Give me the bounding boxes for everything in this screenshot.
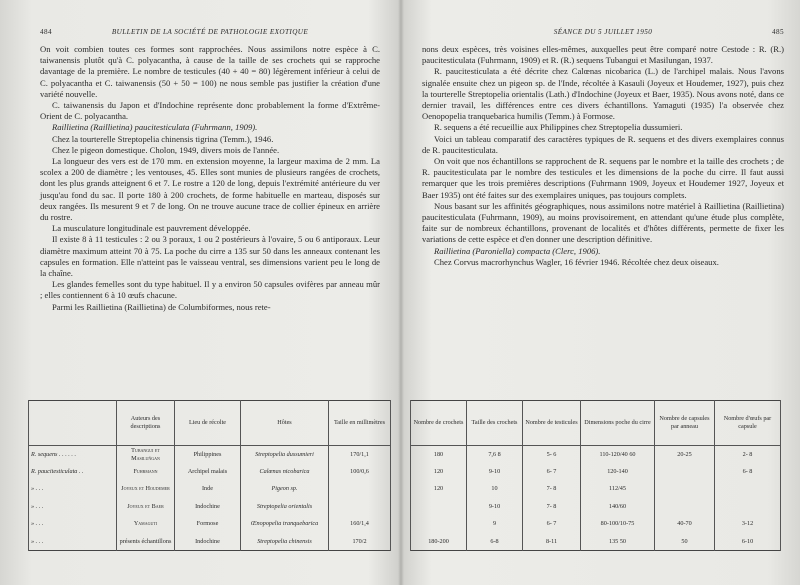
table-cell: Philippines bbox=[175, 446, 241, 464]
paragraph: Chez la tourterelle Streptopelia chinensis tigrina (Temm.), 1946. bbox=[52, 133, 274, 144]
table-row bbox=[29, 463, 391, 480]
table-cell: Pigeon sp. bbox=[241, 481, 329, 498]
table-cell bbox=[655, 463, 715, 480]
table-row bbox=[29, 516, 391, 533]
table-cell: Indochine bbox=[175, 498, 241, 515]
table-row bbox=[411, 498, 781, 515]
paragraph: La musculature longitudinale est pauvrement développée. bbox=[52, 223, 251, 234]
table-row bbox=[411, 516, 781, 533]
table-cell: Streptopelia chinensis bbox=[241, 533, 329, 551]
table-row bbox=[29, 446, 391, 464]
table-cell: 120 bbox=[411, 463, 467, 480]
table-cell: 9-10 bbox=[467, 498, 523, 515]
table-cell: Archipel malais bbox=[175, 463, 241, 480]
table-cell bbox=[715, 498, 781, 515]
table-cell: » . . . bbox=[29, 481, 117, 498]
table-cell: 50 bbox=[655, 533, 715, 551]
table-cell: 5- 6 bbox=[523, 446, 581, 464]
table-cell: Œnopopelia tranquebarica bbox=[241, 516, 329, 533]
table-header bbox=[29, 401, 117, 446]
paragraph: On voit combien toutes ces formes sont rapprochées. Nous assimilons notre espèce à C. taiwanensis plutôt qu'à C. polyacantha, à cause de la taille de ses crochets qui se rapproche davantage de la première. Le nombre de testicules (40 + 40 = 80) légèrement inférieur à celui de C. polyacantha et C. taiwanensis (50 + 50 = 100) ne nous semble pas justifier la création d'une variété nouvelle. bbox=[40, 44, 380, 99]
paragraph: Il existe 8 à 11 testicules : 2 ou 3 poraux, 1 ou 2 postérieurs à l'ovaire, 5 ou 6 antiporaux. Leur diamètre maximum atteint 70 à 75. La poche du cirre a 135 sur 50 dans les anneaux contenant les capsules en formation. Elle n'atteint pas le vaisseau ventral, ses dimensions varient peu le long de la chaîne. bbox=[40, 234, 380, 279]
table-cell: » . . . bbox=[29, 516, 117, 533]
table-cell: 40-70 bbox=[655, 516, 715, 533]
table-cell: » . . . bbox=[29, 498, 117, 515]
table-cell: 112/45 bbox=[581, 481, 655, 498]
table-cell: Yamaguti bbox=[117, 516, 175, 533]
table-cell: 135 50 bbox=[581, 533, 655, 551]
table-cell: Fuhrmann bbox=[117, 463, 175, 480]
table-cell: 9-10 bbox=[467, 463, 523, 480]
paragraph: R. paucitesticulata a été décrite chez Calœnas nicobarica (L.) de l'archipel malais. Nous l'avons signalée ensuite chez un pigeon sp. de l'Inde, récoltée à Kasauli (Joyeux et Houdemer, 1927), puis chez la tourterelle Streptopelia orientalis (Lath.) d'Indochine (Joyeux et Baer, 1935). Nous avons noté, dans ce dernier travail, les différences entre ces divers échantillons. Yamaguti (1935) l'a observée chez Oenopopelia tranquebarica humilis (Temm.) à Formose. bbox=[422, 66, 784, 122]
paragraph: Chez le pigeon domestique. Cholon, 1949, divers mois de l'année. bbox=[52, 144, 280, 155]
table-cell bbox=[655, 498, 715, 515]
table-cell: 120-140 bbox=[581, 463, 655, 480]
table-header: Nombre d'œufs par capsule bbox=[715, 401, 781, 446]
paragraph: Voici un tableau comparatif des caractères typiques de R. sequens et des divers exemplaires connus de R. paucitesticulata. bbox=[422, 133, 784, 155]
table-header-row bbox=[411, 401, 781, 446]
paragraph: R. sequens a été recueillie aux Philippines chez Streptopelia dussumieri. bbox=[434, 122, 683, 133]
table-cell: 7- 8 bbox=[523, 481, 581, 498]
table-cell: 170/1,1 bbox=[329, 446, 391, 464]
table-row bbox=[411, 481, 781, 498]
table-row bbox=[411, 446, 781, 464]
left-page bbox=[0, 0, 398, 585]
paragraph: Nous basant sur les affinités géographiques, nous assimilons notre matériel à Raillietina (Raillietina) paucitesticulata (Fuhrmann, 1909), au moins provisoirement, en attendant qu'une étude plus complète, faite sur de nombreux échantillons, provenant de localités et d'hôtes différents, permette de fixer les variations de cette espèce et d'en donner une description définitive. bbox=[422, 200, 784, 245]
species-heading: Raillietina (Paroniella) compacta (Clerc, 1906). bbox=[434, 245, 601, 256]
table-cell: 180 bbox=[411, 446, 467, 464]
right-page bbox=[404, 0, 800, 585]
table-cell: 140/60 bbox=[581, 498, 655, 515]
table-cell: 8-11 bbox=[523, 533, 581, 551]
table-cell: 180-200 bbox=[411, 533, 467, 551]
table-header: Nombre de capsules par anneau bbox=[655, 401, 715, 446]
right-body-text bbox=[422, 44, 784, 268]
right-running-title: SÉANCE DU 5 JUILLET 1950 bbox=[553, 28, 653, 36]
left-page-number: 484 bbox=[40, 28, 52, 36]
paragraph: C. taiwanensis du Japon et d'Indochine représente donc probablement la forme d'Extrême-Orient de C. polyacantha. bbox=[40, 100, 380, 122]
table-header: Nombre de testicules bbox=[523, 401, 581, 446]
paragraph: La longueur des vers est de 170 mm. en extension moyenne, la largeur maxima de 2 mm. La scolex a 200 de diamètre ; les ventouses, 45. Elles sont munies de plusieurs rangées de crochets, dont les plus grands atteignent 6 et 7. Le rostre a 120 de long, depuis l'extrémité antérieure du ver jusqu'au fond du sac. Il porte 180 à 200 crochets, de forme habituelle en marteau, disposés sur deux rangées. Ils mesurent 9 et 7 de long. On ne trouve aucune trace de collier épineux en arrière du rostre. bbox=[40, 156, 380, 223]
table-header: Lieu de récolte bbox=[175, 401, 241, 446]
table-cell bbox=[411, 516, 467, 533]
table-header: Hôtes bbox=[241, 401, 329, 446]
table-cell: 20-25 bbox=[655, 446, 715, 464]
table-header: Taille en millimètres bbox=[329, 401, 391, 446]
table-cell: Joyeux et Houdemer bbox=[117, 481, 175, 498]
table-cell: 6- 8 bbox=[715, 463, 781, 480]
table-cell bbox=[411, 498, 467, 515]
table-cell: 7,6 8 bbox=[467, 446, 523, 464]
table-cell bbox=[655, 481, 715, 498]
table-cell: 170/2 bbox=[329, 533, 391, 551]
table-cell: 100/0,6 bbox=[329, 463, 391, 480]
table-cell: Formose bbox=[175, 516, 241, 533]
paragraph: nons deux espèces, très voisines elles-mêmes, auxquelles peut être comparé notre Cestode : R. (R.) paucitesticulata (Fuhrmann, 1909) et R. (R.) sequens Tubangui et Masilungan, 1937. bbox=[422, 44, 784, 66]
table-cell: 7- 8 bbox=[523, 498, 581, 515]
table-cell: 2- 8 bbox=[715, 446, 781, 464]
table-cell: 110-120/40 60 bbox=[581, 446, 655, 464]
table-cell bbox=[329, 498, 391, 515]
table-cell: 10 bbox=[467, 481, 523, 498]
table-header: Nombre de crochets bbox=[411, 401, 467, 446]
table-cell: Joyeux et Baer bbox=[117, 498, 175, 515]
table-row bbox=[411, 463, 781, 480]
table-cell: 3-12 bbox=[715, 516, 781, 533]
right-page-number: 485 bbox=[772, 28, 784, 36]
table-header: Auteurs des descriptions bbox=[117, 401, 175, 446]
table-cell: 9 bbox=[467, 516, 523, 533]
table-cell: présents échantillons bbox=[117, 533, 175, 551]
table-cell: Streptopelia dussumieri bbox=[241, 446, 329, 464]
table-cell bbox=[329, 481, 391, 498]
table-row bbox=[29, 481, 391, 498]
table-cell: 120 bbox=[411, 481, 467, 498]
species-heading: Raillietina (Raillietina) paucitesticulata (Fuhrmann, 1909). bbox=[52, 122, 258, 133]
table-header: Taille des crochets bbox=[467, 401, 523, 446]
table-cell: 6- 7 bbox=[523, 463, 581, 480]
table-cell: 6- 7 bbox=[523, 516, 581, 533]
table-cell: Tubangui et Masiluñgan bbox=[117, 446, 175, 464]
table-cell bbox=[715, 481, 781, 498]
table-row bbox=[411, 533, 781, 551]
table-row bbox=[29, 533, 391, 551]
left-body-text bbox=[40, 44, 380, 313]
table-header-row bbox=[29, 401, 391, 446]
paragraph: Parmi les Raillietina (Raillietina) de Columbiformes, nous rete- bbox=[52, 301, 271, 312]
table-cell: R. sequens . . . . . . bbox=[29, 446, 117, 464]
table-cell: Streptopelia orientalis bbox=[241, 498, 329, 515]
comparison-table-right bbox=[410, 400, 781, 551]
table-cell: 160/1,4 bbox=[329, 516, 391, 533]
table-cell: 6-8 bbox=[467, 533, 523, 551]
paragraph: On voit que nos échantillons se rapprochent de R. sequens par le nombre et la taille des crochets ; de R. paucitesticulata par le nombre des testicules et les dimensions de la poche du cirre. Il faut aussi remarquer que les trois premières descriptions (Fuhrmann 1909, Joyeux et Houdemer 1927, Joyeux et Baer 1935) ont été faites sur des exemplaires uniques, pas toujours complets. bbox=[422, 156, 784, 200]
table-cell: » . . . bbox=[29, 533, 117, 551]
paragraph: Chez Corvus macrorhynchus Wagler, 16 février 1946. Récoltée chez deux oiseaux. bbox=[434, 256, 719, 267]
paragraph: Les glandes femelles sont du type habituel. Il y a environ 50 capsules ovifères par anneau mûr ; elles contiennent 6 à 10 œufs chacune. bbox=[40, 279, 380, 301]
left-running-title: BULLETIN DE LA SOCIÉTÉ DE PATHOLOGIE EXOTIQUE bbox=[111, 28, 309, 36]
table-cell: 80-100/10-75 bbox=[581, 516, 655, 533]
table-cell: Inde bbox=[175, 481, 241, 498]
comparison-table-left bbox=[28, 400, 391, 551]
table-cell: Indochine bbox=[175, 533, 241, 551]
table-cell: 6-10 bbox=[715, 533, 781, 551]
table-row bbox=[29, 498, 391, 515]
table-header: Dimensions poche du cirre bbox=[581, 401, 655, 446]
table-cell: R. paucitesticulata . . bbox=[29, 463, 117, 480]
table-cell: Calœnas nicobarica bbox=[241, 463, 329, 480]
